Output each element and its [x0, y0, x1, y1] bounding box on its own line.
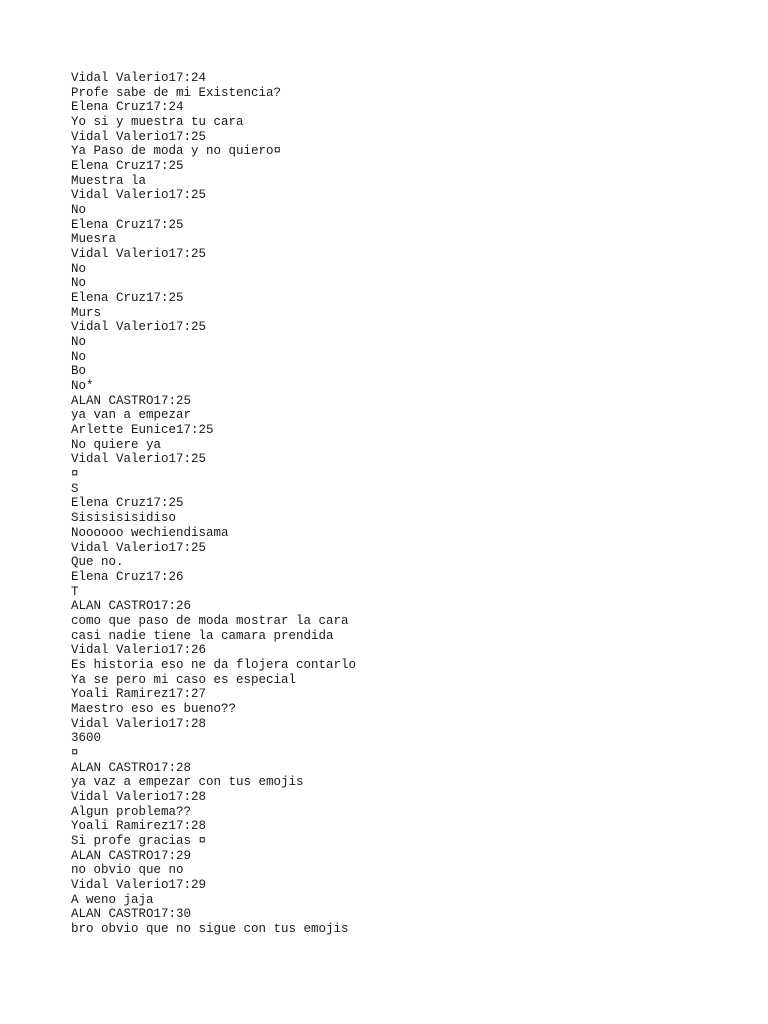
transcript-line: Elena Cruz17:25 — [71, 291, 184, 306]
transcript-line: No — [71, 261, 87, 276]
transcript-line: Que no. — [71, 555, 124, 570]
transcript-line: no obvio que no — [71, 863, 184, 878]
transcript-line: Vidal Valerio17:26 — [71, 643, 207, 658]
transcript-line: Es historia eso ne da flojera contarlo — [71, 657, 357, 672]
transcript-line: Profe sabe de mi Existencia? — [71, 85, 282, 100]
transcript-line: ALAN CASTRO17:28 — [71, 760, 192, 775]
transcript-line: Maestro eso es bueno?? — [71, 701, 237, 716]
transcript-line: No — [71, 335, 87, 350]
transcript-line: Elena Cruz17:25 — [71, 496, 184, 511]
transcript-line: Vidal Valerio17:25 — [71, 320, 207, 335]
transcript-line: Murs — [71, 305, 102, 320]
transcript-line: Vidal Valerio17:29 — [71, 877, 207, 892]
transcript-line: como que paso de moda mostrar la cara — [71, 613, 349, 628]
transcript-line: ALAN CASTRO17:29 — [71, 848, 192, 863]
transcript-line: Vidal Valerio17:25 — [71, 247, 207, 262]
transcript-line: Sisisisisidiso — [71, 511, 177, 526]
transcript-line: 3600 — [71, 731, 102, 746]
transcript-line: Yoali Ramirez17:27 — [71, 687, 207, 702]
transcript-line: Yo si y muestra tu cara — [71, 115, 244, 130]
transcript-line: ya van a empezar — [71, 408, 192, 423]
transcript-line: ALAN CASTRO17:25 — [71, 393, 192, 408]
transcript-line: Vidal Valerio17:24 — [71, 71, 207, 85]
transcript-line: ALAN CASTRO17:30 — [71, 907, 192, 922]
transcript-line: Bo — [71, 364, 87, 379]
transcript-line: Vidal Valerio17:25 — [71, 129, 207, 144]
transcript-line: casi nadie tiene la camara prendida — [71, 628, 334, 643]
transcript-line: Si profe gracias ¤ — [71, 833, 207, 848]
transcript-line: Ya Paso de moda y no quiero¤ — [71, 144, 282, 159]
transcript-line: Elena Cruz17:24 — [71, 100, 184, 115]
transcript-line: S — [71, 481, 79, 496]
transcript-line: Algun problema?? — [71, 804, 192, 819]
transcript-line: Muesra — [71, 232, 117, 247]
transcript-line: Vidal Valerio17:28 — [71, 789, 207, 804]
transcript-line: ALAN CASTRO17:26 — [71, 599, 192, 614]
transcript-line: Yoali Ramirez17:28 — [71, 819, 207, 834]
chat-transcript — [71, 71, 728, 937]
transcript-line: No — [71, 203, 87, 218]
transcript-line: Noooooo wechiendisama — [71, 525, 229, 540]
transcript-line: Ya se pero mi caso es especial — [71, 672, 297, 687]
transcript-line: No — [71, 276, 87, 291]
transcript-line: Muestra la — [71, 173, 147, 188]
transcript-line: Arlette Eunice17:25 — [71, 423, 214, 438]
transcript-line: A weno jaja — [71, 892, 154, 907]
transcript-line: No — [71, 349, 87, 364]
transcript-line: T — [71, 584, 79, 599]
transcript-line: Elena Cruz17:25 — [71, 159, 184, 174]
transcript-line: ¤ — [71, 745, 79, 760]
transcript-line: bro obvio que no sigue con tus emojis — [71, 921, 349, 936]
transcript-line: Vidal Valerio17:25 — [71, 188, 207, 203]
transcript-line: Vidal Valerio17:25 — [71, 452, 207, 467]
transcript-line: Vidal Valerio17:25 — [71, 540, 207, 555]
transcript-line: Elena Cruz17:25 — [71, 217, 184, 232]
transcript-line: Vidal Valerio17:28 — [71, 716, 207, 731]
transcript-line: No quiere ya — [71, 437, 162, 452]
transcript-line: ¤ — [71, 467, 79, 482]
transcript-line: Elena Cruz17:26 — [71, 569, 184, 584]
transcript-line: ya vaz a empezar con tus emojis — [71, 775, 304, 790]
transcript-line: No* — [71, 379, 94, 394]
